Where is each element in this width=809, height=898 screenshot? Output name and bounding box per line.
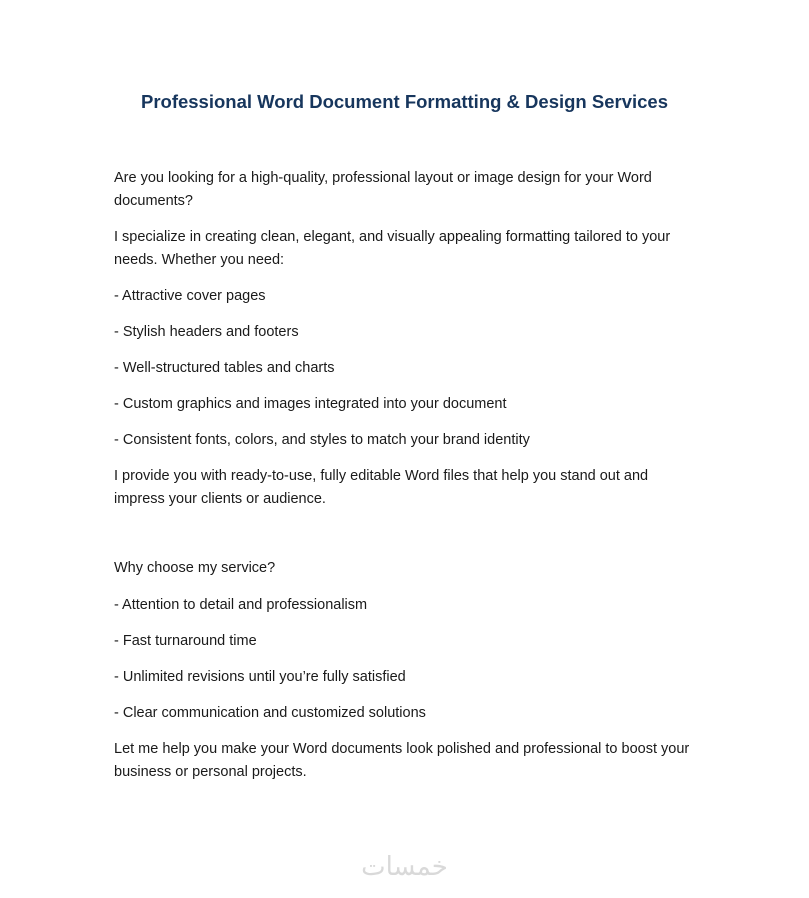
intro-paragraph-1: Are you looking for a high-quality, professional layout or image design for your Word documents?	[114, 170, 652, 209]
reason-item-turnaround: - Fast turnaround time	[114, 633, 257, 649]
reason-item-detail: - Attention to detail and professionalism	[114, 597, 368, 613]
feature-item-tables-charts: - Well-structured tables and charts	[114, 360, 335, 376]
feature-item-graphics: - Custom graphics and images integrated into your document	[114, 396, 507, 412]
feature-item-cover-pages: - Attractive cover pages	[114, 288, 266, 304]
why-heading: Why choose my service?	[114, 560, 276, 576]
reason-item-communication: - Clear communication and customized solutions	[114, 705, 426, 721]
document-title: Professional Word Document Formatting & Design Services	[140, 91, 668, 112]
feature-item-brand-styles: - Consistent fonts, colors, and styles to match your brand identity	[114, 432, 530, 448]
khamsat-watermark-logo: خمسات	[361, 852, 448, 882]
closing-paragraph: Let me help you make your Word documents look polished and professional to boost your business or personal projects.	[114, 741, 690, 780]
offer-paragraph: I provide you with ready-to-use, fully editable Word files that help you stand out and impress your clients or audience.	[114, 468, 649, 507]
reason-item-revisions: - Unlimited revisions until you’re fully satisfied	[114, 669, 406, 685]
intro-paragraph-2: I specialize in creating clean, elegant, and visually appealing formatting tailored to your needs. Whether you need:	[114, 229, 671, 268]
feature-item-headers-footers: - Stylish headers and footers	[114, 324, 299, 340]
